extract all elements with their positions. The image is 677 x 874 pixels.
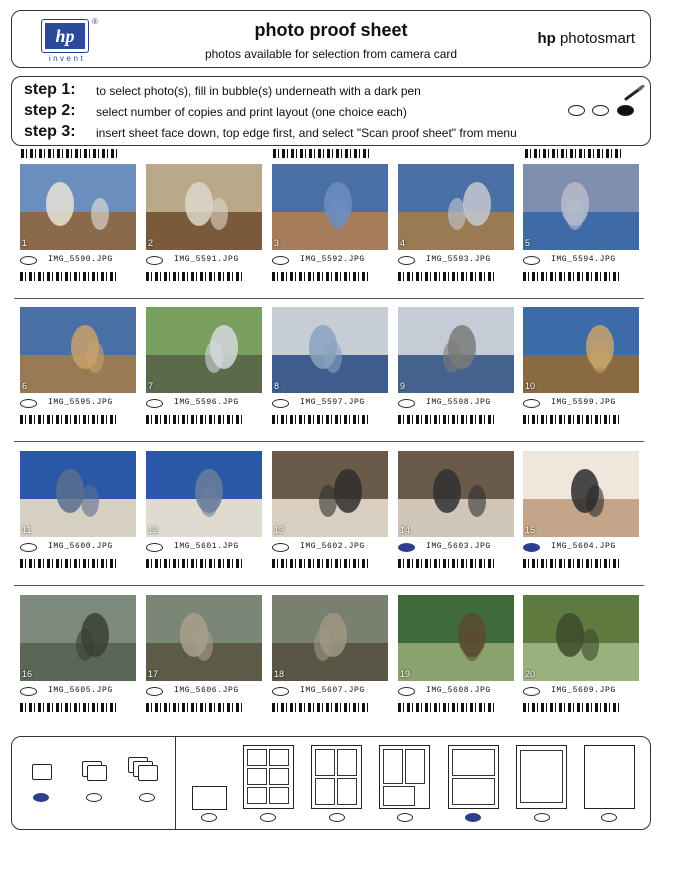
photo-filename: IMG_5601.JPG <box>174 542 239 551</box>
photo-number: 16 <box>22 669 33 679</box>
layout-two-up-icon <box>448 745 499 809</box>
photo-cell <box>523 595 641 730</box>
photo-select-bubble[interactable] <box>272 687 289 696</box>
photo-number: 17 <box>148 669 159 679</box>
copies-2-icon <box>87 765 107 781</box>
photo-cell <box>398 307 516 442</box>
photo-thumbnail <box>272 164 388 250</box>
copies-3-bubble[interactable] <box>139 793 155 802</box>
alignment-barcode <box>21 149 119 158</box>
step-2-text: select number of copies and print layout (one choice each) <box>96 105 407 119</box>
photo-number: 12 <box>148 525 159 535</box>
photo-barcode <box>398 559 497 568</box>
photo-number: 9 <box>400 381 406 391</box>
photo-thumbnail <box>523 164 639 250</box>
photo-filename: IMG_5598.JPG <box>426 398 491 407</box>
layout-six-up-bubble[interactable] <box>260 813 276 822</box>
photo-thumbnail <box>398 595 514 681</box>
layout-four-up-icon <box>311 745 362 809</box>
photo-cell <box>523 307 641 442</box>
photo-barcode <box>523 559 622 568</box>
photo-number: 7 <box>148 381 154 391</box>
photo-filename: IMG_5606.JPG <box>174 686 239 695</box>
alignment-barcode <box>525 149 623 158</box>
header-box <box>11 10 651 68</box>
page-subtitle: photos available for selection from camera card <box>204 47 458 61</box>
photo-thumbnail <box>523 307 639 393</box>
step-1-label: step 1: <box>24 81 76 98</box>
photo-barcode <box>272 272 371 281</box>
layout-six-up-icon <box>243 745 294 809</box>
photo-select-bubble[interactable] <box>398 543 415 552</box>
photo-select-bubble[interactable] <box>146 543 163 552</box>
photo-filename: IMG_5594.JPG <box>551 255 616 264</box>
photo-select-bubble[interactable] <box>146 399 163 408</box>
photo-number: 10 <box>525 381 536 391</box>
photo-cell <box>272 307 390 442</box>
photo-filename: IMG_5607.JPG <box>300 686 365 695</box>
photo-thumbnail <box>146 307 262 393</box>
photo-filename: IMG_5602.JPG <box>300 542 365 551</box>
photo-thumbnail <box>20 451 136 537</box>
photo-barcode <box>146 559 245 568</box>
example-empty-bubble <box>568 105 585 116</box>
photo-cell <box>20 307 138 442</box>
alignment-barcode <box>273 149 371 158</box>
photo-barcode <box>272 703 371 712</box>
photo-select-bubble[interactable] <box>398 399 415 408</box>
photo-number: 4 <box>400 238 406 248</box>
photo-barcode <box>20 415 119 424</box>
step-2-label: step 2: <box>24 102 76 119</box>
pen-icon <box>623 85 645 101</box>
photo-cell <box>523 451 641 586</box>
photo-barcode <box>398 272 497 281</box>
photo-thumbnail <box>20 307 136 393</box>
copies-1-bubble[interactable] <box>33 793 49 802</box>
layout-small-icon <box>192 786 227 810</box>
photo-cell <box>523 164 641 299</box>
photo-cell <box>398 451 516 586</box>
photo-select-bubble[interactable] <box>523 543 540 552</box>
layout-four-up-bubble[interactable] <box>329 813 345 822</box>
photo-number: 19 <box>400 669 411 679</box>
photo-cell <box>20 451 138 586</box>
photo-filename: IMG_5605.JPG <box>48 686 113 695</box>
photo-thumbnail <box>272 451 388 537</box>
photo-number: 15 <box>525 525 536 535</box>
photo-thumbnail <box>523 451 639 537</box>
photo-thumbnail <box>146 595 262 681</box>
photo-barcode <box>146 272 245 281</box>
photo-number: 14 <box>400 525 411 535</box>
layout-single-bordered-icon <box>516 745 567 809</box>
row-divider <box>14 441 644 442</box>
photo-barcode <box>146 703 245 712</box>
photo-filename: IMG_5597.JPG <box>300 398 365 407</box>
photo-cell <box>398 164 516 299</box>
example-filled-bubble <box>617 105 634 116</box>
copies-2-bubble[interactable] <box>86 793 102 802</box>
photo-cell <box>146 595 264 730</box>
photo-select-bubble[interactable] <box>523 687 540 696</box>
photo-number: 18 <box>274 669 285 679</box>
photo-barcode <box>398 703 497 712</box>
photo-cell <box>272 164 390 299</box>
photo-select-bubble[interactable] <box>272 543 289 552</box>
photo-thumbnail <box>272 307 388 393</box>
photo-cell <box>20 595 138 730</box>
photo-filename: IMG_5603.JPG <box>426 542 491 551</box>
photo-number: 13 <box>274 525 285 535</box>
step-1-text: to select photo(s), fill in bubble(s) underneath with a dark pen <box>96 84 421 98</box>
photo-filename: IMG_5591.JPG <box>174 255 239 264</box>
layout-small-bubble[interactable] <box>201 813 217 822</box>
photo-number: 8 <box>274 381 280 391</box>
photo-cell <box>146 164 264 299</box>
photo-filename: IMG_5604.JPG <box>551 542 616 551</box>
photo-barcode <box>398 415 497 424</box>
photo-number: 2 <box>148 238 154 248</box>
photo-barcode <box>20 272 119 281</box>
registered-mark: ® <box>92 17 98 26</box>
layout-single-bordered-bubble[interactable] <box>534 813 550 822</box>
row-divider <box>14 585 644 586</box>
photo-select-bubble[interactable] <box>20 399 37 408</box>
photo-barcode <box>272 415 371 424</box>
photo-cell <box>398 595 516 730</box>
photo-thumbnail <box>146 451 262 537</box>
photo-thumbnail <box>523 595 639 681</box>
layout-three-up-icon <box>379 745 430 809</box>
instructions-box <box>11 76 651 146</box>
photo-number: 3 <box>274 238 280 248</box>
photo-select-bubble[interactable] <box>272 256 289 265</box>
photo-select-bubble[interactable] <box>20 256 37 265</box>
photo-filename: IMG_5600.JPG <box>48 542 113 551</box>
photo-filename: IMG_5599.JPG <box>551 398 616 407</box>
photo-cell <box>146 307 264 442</box>
photo-barcode <box>523 703 622 712</box>
photo-barcode <box>20 559 119 568</box>
photo-barcode <box>146 415 245 424</box>
photo-select-bubble[interactable] <box>146 687 163 696</box>
photo-thumbnail <box>398 451 514 537</box>
layout-single-borderless-bubble[interactable] <box>601 813 617 822</box>
example-empty-bubble <box>592 105 609 116</box>
page-title: photo proof sheet <box>254 20 408 40</box>
logo-tagline: invent <box>48 54 86 63</box>
photo-filename: IMG_5596.JPG <box>174 398 239 407</box>
photo-thumbnail <box>272 595 388 681</box>
photo-select-bubble[interactable] <box>523 256 540 265</box>
photo-number: 5 <box>525 238 531 248</box>
photo-filename: IMG_5595.JPG <box>48 398 113 407</box>
layout-two-up-bubble[interactable] <box>465 813 481 822</box>
photo-number: 20 <box>525 669 536 679</box>
photo-filename: IMG_5592.JPG <box>300 255 365 264</box>
photo-thumbnail <box>146 164 262 250</box>
row-divider <box>14 298 644 299</box>
photo-select-bubble[interactable] <box>272 399 289 408</box>
photo-cell <box>272 451 390 586</box>
photo-filename: IMG_5608.JPG <box>426 686 491 695</box>
photo-thumbnail <box>20 164 136 250</box>
photo-number: 1 <box>22 238 28 248</box>
layout-single-borderless-icon <box>584 745 635 809</box>
copies-1-icon <box>32 764 52 780</box>
photo-filename: IMG_5593.JPG <box>426 255 491 264</box>
photo-select-bubble[interactable] <box>146 256 163 265</box>
photo-thumbnail <box>398 307 514 393</box>
photo-select-bubble[interactable] <box>20 687 37 696</box>
photo-barcode <box>523 415 622 424</box>
photo-cell <box>272 595 390 730</box>
photo-cell <box>146 451 264 586</box>
photo-filename: IMG_5590.JPG <box>48 255 113 264</box>
photo-barcode <box>523 272 622 281</box>
hp-logo: hp <box>41 19 89 53</box>
print-options-box <box>11 736 651 830</box>
brand-name: hp photosmart <box>537 30 635 47</box>
step-3-text: insert sheet face down, top edge first, and select "Scan proof sheet" from menu <box>96 126 517 140</box>
photo-thumbnail <box>20 595 136 681</box>
photo-thumbnail <box>398 164 514 250</box>
step-3-label: step 3: <box>24 123 76 140</box>
photo-barcode <box>272 559 371 568</box>
photo-select-bubble[interactable] <box>20 543 37 552</box>
photo-filename: IMG_5609.JPG <box>551 686 616 695</box>
options-divider <box>175 737 176 829</box>
photo-cell <box>20 164 138 299</box>
photo-number: 11 <box>22 525 32 535</box>
photo-number: 6 <box>22 381 28 391</box>
photo-select-bubble[interactable] <box>398 687 415 696</box>
layout-three-up-bubble[interactable] <box>397 813 413 822</box>
photo-barcode <box>20 703 119 712</box>
photo-select-bubble[interactable] <box>398 256 415 265</box>
photo-select-bubble[interactable] <box>523 399 540 408</box>
copies-3-icon <box>138 765 158 781</box>
